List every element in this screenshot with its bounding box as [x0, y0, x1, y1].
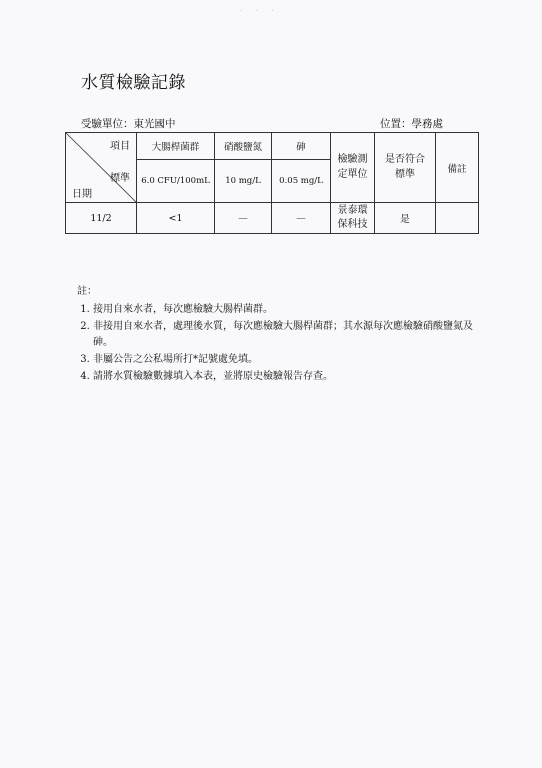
corner-cell — [66, 133, 137, 203]
note-item: 3. 非屬公告之公私場所打*記號處免填。 — [93, 352, 477, 368]
row-date: 11/2 — [66, 203, 137, 234]
corner-item-label: 項目 — [110, 141, 130, 152]
note-item: 4. 請將水質檢驗數據填入本表，並將原史檢驗報告存查。 — [93, 369, 477, 385]
inspected-unit: 受驗單位：東光國中 — [81, 118, 176, 130]
header-remarks: 備註 — [436, 133, 479, 203]
scan-marks: · · · — [240, 8, 280, 15]
corner-standard-label: 標準 — [110, 173, 130, 184]
standard-coliform: 6.0 CFU/100mL — [137, 160, 215, 203]
notes-section — [77, 284, 477, 386]
standard-arsenic: 0.05 mg/L — [272, 160, 331, 203]
row-remarks — [436, 203, 479, 234]
unit-row — [81, 116, 443, 132]
header-nitrate: 硝酸鹽氮 — [215, 133, 272, 160]
note-item: 1. 接用自來水者，每次應檢驗大腸桿菌群。 — [93, 302, 477, 318]
notes-list — [77, 302, 477, 385]
header-compliant — [375, 133, 436, 203]
row-coliform: <1 — [137, 203, 215, 234]
header-lab-unit — [331, 133, 375, 203]
page-title: 水質檢驗記錄 — [81, 73, 186, 93]
water-quality-table — [65, 132, 479, 234]
row-lab-unit-line1: 景泰環 — [337, 204, 368, 216]
note-item: 2. 非接用自來水者，處理後水質，每次應檢驗大腸桿菌群；其水源每次應檢驗硝酸鹽氮及砷。 — [93, 319, 477, 351]
header-coliform: 大腸桿菌群 — [137, 133, 215, 160]
header-arsenic: 砷 — [272, 133, 331, 160]
row-arsenic: — — [272, 203, 331, 234]
row-compliant: 是 — [375, 203, 436, 234]
header-lab-unit-line2: 定單位 — [337, 168, 368, 180]
standard-nitrate: 10 mg/L — [215, 160, 272, 203]
header-lab-unit-line1: 檢驗測 — [337, 154, 368, 165]
notes-label: 註： — [77, 286, 97, 297]
header-compliant-line1: 是否符合 — [385, 154, 425, 165]
corner-date-label: 日期 — [72, 189, 92, 200]
row-lab-unit-line2: 保科技 — [337, 219, 368, 230]
row-nitrate: — — [215, 203, 272, 234]
header-compliant-line2: 標準 — [395, 168, 415, 180]
location: 位置：學務處 — [380, 118, 443, 130]
table-row — [66, 203, 479, 234]
row-lab-unit — [331, 203, 375, 234]
